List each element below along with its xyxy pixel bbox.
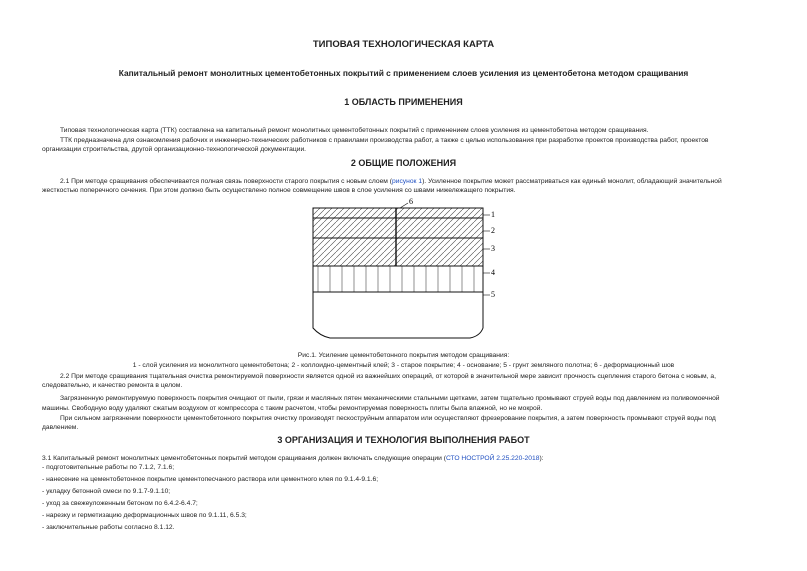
operations-list-item: - нанесение на цементобетонное покрытие цементопесчаного раствора или цементного клея по 9.1.4-9.1.6; (42, 476, 379, 483)
paragraph-text: ): (539, 455, 544, 462)
operations-list-item: - укладку бетонной смеси по 9.1.7-9.1.10; (42, 488, 171, 495)
layer-5-subgrade (313, 292, 483, 338)
layer-1-reinforcement (313, 208, 483, 218)
section-1-paragraph-2a: ТТК предназначена для ознакомления рабочих и инженерно-технических работников с правилами производства работ, а также с целью использования при разработке проектов производства работ, проектов (60, 137, 709, 144)
figure-label-1: 1 (491, 210, 495, 219)
section-1-heading: 1 ОБЛАСТЬ ПРИМЕНЕНИЯ (344, 97, 463, 107)
paragraph-text: 3.1 Капитальный ремонт монолитных цементобетонных покрытий методом сращивания должен включать следующие операции ( (42, 455, 446, 462)
operations-list-item: - заключительные работы согласно 8.1.12. (42, 524, 175, 531)
operations-list-item: - подготовительные работы по 7.1.2, 7.1.6; (42, 464, 175, 471)
leader-line-6 (400, 203, 408, 208)
layer-3-old-pavement (313, 238, 483, 266)
figure-label-4: 4 (491, 268, 495, 277)
figure-label-3: 3 (491, 244, 495, 253)
figure-label-6: 6 (409, 198, 413, 206)
figure-1-layers-diagram (300, 198, 510, 346)
section-2-paragraph-3b: машины. Свободную воду удаляют сжатым воздухом от компрессора с таким расчетом, чтобы ремонтируемая поверхность плиты была влажной, но не мокрой. (42, 405, 543, 412)
figure-1-link[interactable]: рисунок 1 (392, 178, 423, 185)
layer-4-base (313, 266, 483, 292)
operations-list-item: - уход за свежеуложенным бетоном по 6.4.2-6.4.7; (42, 500, 198, 507)
section-3-heading: 3 ОРГАНИЗАЦИЯ И ТЕХНОЛОГИЯ ВЫПОЛНЕНИЯ РАБОТ (277, 435, 530, 445)
operations-list-item: - нарезку и герметизацию деформационных швов по 9.1.11, 6.5.3; (42, 512, 247, 519)
section-3-intro (42, 454, 544, 464)
figure-label-5: 5 (491, 290, 495, 299)
section-2-paragraph-2a: 2.2 При методе сращивания тщательная очистка ремонтируемой поверхности является одной из важнейших операций, от которой в значительной мере зависит прочность сцепления старого бетона с новым, а, (60, 373, 716, 380)
figure-1-legend: 1 - слой усиления из монолитного цементобетона; 2 - коллоидно-цементный клей; 3 - старое покрытие; 4 - основание; 5 - грунт земляного полотна; 6 - деформационный шов (132, 362, 675, 369)
paragraph-text: ). Усиленное покрытие может рассматриваться как единый монолит, обладающий значительной (422, 178, 722, 185)
layer-2-adhesive (313, 218, 483, 238)
figure-label-2: 2 (491, 226, 495, 235)
section-2-paragraph-1b: жесткостью поперечного сечения. При этом должно быть осуществлено полное совмещение швов в слое усиления со швами нижележащего покрытия. (42, 187, 516, 194)
section-2-heading: 2 ОБЩИЕ ПОЛОЖЕНИЯ (350, 158, 457, 168)
section-2-paragraph-2b: следовательно, и качество ремонта в целом. (42, 382, 183, 389)
figure-1-caption: Рис.1. Усиление цементобетонного покрытия методом сращивания: (297, 352, 510, 359)
document-title: ТИПОВАЯ ТЕХНОЛОГИЧЕСКАЯ КАРТА (312, 39, 495, 50)
paragraph-text: 2.1 При методе сращивания обеспечивается полная связь поверхности старого покрытия с новым слоем ( (60, 178, 392, 185)
standard-link[interactable]: СТО НОСТРОЙ 2.25.220-2018 (445, 455, 540, 462)
section-2-paragraph-4a: При сильном загрязнении поверхности цементобетонного покрытия очистку производят пескоструйным аппаратом или осуществляют фрезерование покрытия, а затем поверхность промывают струей воды под (60, 415, 716, 422)
section-1-paragraph-2b: организации строительства, другой организационно-технологической документации. (42, 146, 307, 153)
section-2-paragraph-4b: давлением. (42, 424, 79, 431)
document-subtitle: Капитальный ремонт монолитных цементобетонных покрытий с применением слоев усиления из цементобетона методом сращивания (118, 68, 689, 78)
section-2-paragraph-3a: Загрязненную ремонтируемую поверхность покрытия очищают от пыли, грязи и масляных пятен механическими стальными щетками, затем тщательно промывают струей воды под давлением из поливомоечной (60, 395, 720, 402)
section-1-paragraph-1: Типовая технологическая карта (ТТК) составлена на капитальный ремонт монолитных цементобетонных покрытий с применением слоев усиления из цементобетона методом сращивания. (60, 127, 649, 134)
